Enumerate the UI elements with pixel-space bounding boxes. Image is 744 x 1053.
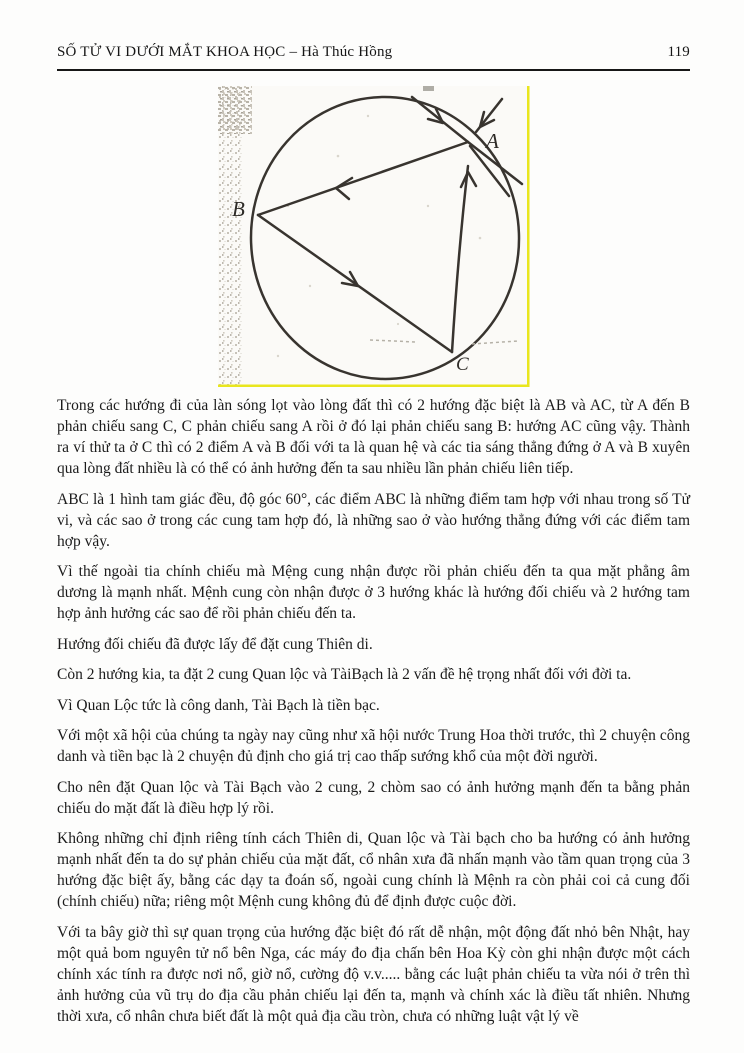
scan-artifact-dashes: [370, 340, 518, 344]
page-body: [57, 395, 690, 1027]
body-paragraph: Còn 2 hướng kia, ta đặt 2 cung Quan lộc và TàiBạch là 2 vấn đề hệ trọng nhất đối với đời ta.: [57, 666, 632, 683]
body-paragraph: Trong các hướng đi của làn sóng lọt vào lòng đất thì có 2 hướng đặc biệt là AB và AC, từ A đến B phản chiếu sang C, C phản chiếu sang A rồi ở đó lại phản chiếu sang B: hướng AC cũng vậy. Thành ra ví thử ta ở C thì có 2 điểm A và B đối với ta là quan hệ và các tia sáng thẳng đứng ở A và B xuyên qua lòng đất nhiều là có thể có ảnh hưởng đến ta sau nhiều lần phản chiếu liên tiếp.: [57, 397, 690, 477]
body-paragraph: ABC là 1 hình tam giác đều, độ góc 60°, các điểm ABC là những điểm tam hợp với nhau trong số Tử vi, và các sao ở trong các cung tam hợp đó, là những sao ở vào hướng thẳng đứng với các điểm tam hợp vậy.: [57, 490, 690, 550]
body-paragraph: Vì Quan Lộc tức là công danh, Tài Bạch là tiền bạc.: [57, 696, 380, 714]
scan-border-bottom: [218, 385, 530, 388]
scan-smudge-top: [423, 86, 434, 91]
arrowhead-toward-b: [336, 178, 352, 199]
body-paragraph: Hướng đối chiếu đã được lấy để đặt cung Thiên di.: [57, 635, 373, 653]
running-title: SỐ TỬ VI DƯỚI MẮT KHOA HỌC – Hà Thúc Hồng: [57, 44, 393, 60]
scan-noise-corner: [218, 86, 252, 134]
vertex-label-c: C: [456, 354, 469, 375]
arrowhead-toward-a-vertical: [461, 172, 476, 187]
body-paragraph: Với một xã hội của chúng ta ngày nay cũng như xã hội nước Trung Hoa thời trước, thì 2 chuyện công danh và tiền bạc là 2 chuyện đủ định cho giá trị cao thấp sướng khổ của một đời người.: [57, 727, 690, 765]
body-paragraph: Vì thế ngoài tia chính chiếu mà Mệng cung nhận được rồi phản chiếu đến ta qua mặt phẳng âm dương là mạnh nhất. Mệnh cung còn nhận được ở 3 hướng khác là hướng đối chiếu và 2 hướng tam hợp ảnh hưởng các sao để rồi phản chiếu đến ta.: [57, 563, 690, 622]
scanned-diagram: [218, 86, 530, 387]
paper-specks: [277, 115, 482, 357]
header-divider: [57, 69, 690, 71]
segment-b-to-c: [258, 215, 452, 352]
segment-a-to-b: [258, 142, 468, 215]
vertex-label-b: B: [232, 197, 245, 221]
page-number: 119: [667, 44, 690, 60]
body-paragraph: Với ta bây giờ thì sự quan trọng của hướng đặc biệt đó rất dễ nhận, một động đất nhỏ bên Nhật, hay một quả bom nguyên tử nổ bên Nga, các máy đo địa chấn bên Hoa Kỳ còn ghi nhận được một cách chính xác tính ra được nơi nổ, giờ nổ, cường độ v.v..... bằng các luật phản chiếu ta vừa nói ở trên thì ảnh hưởng của vũ trụ do địa cầu phản chiếu lại đến ta, mạnh và chính xác là điều tất nhiên. Nhưng thời xưa, cổ nhân chưa biết đất là một quả địa cầu tròn, chưa có những luật vật lý về: [57, 923, 690, 1025]
body-paragraph: Cho nên đặt Quan lộc và Tài Bạch vào 2 cung, 2 chòm sao có ảnh hưởng mạnh đến ta bằng phản chiếu do mặt đất là điều hợp lý rồi.: [57, 778, 690, 817]
vertex-label-a: A: [486, 129, 499, 153]
body-paragraph: Không những chỉ định riêng tính cách Thiên di, Quan lộc và Tài bạch cho ba hướng có ảnh hưởng mạnh nhất đến ta do sự phản chiếu của mặt đất, cổ nhân xưa đã nhấn mạnh vào tầm quan trọng của 3 hướng đặc biệt ấy, bằng các dạy ta đoán số, ngoài cung chính là Mệnh ra còn phải coi cả cung đối (chính chiếu) nữa; riêng một Mệnh cung không đủ để định được cuộc đời.: [57, 830, 690, 910]
circle-triangle-sketch: [218, 86, 530, 387]
page-header: [57, 44, 690, 61]
scan-border-right: [527, 86, 530, 387]
segment-c-to-a: [452, 166, 468, 352]
